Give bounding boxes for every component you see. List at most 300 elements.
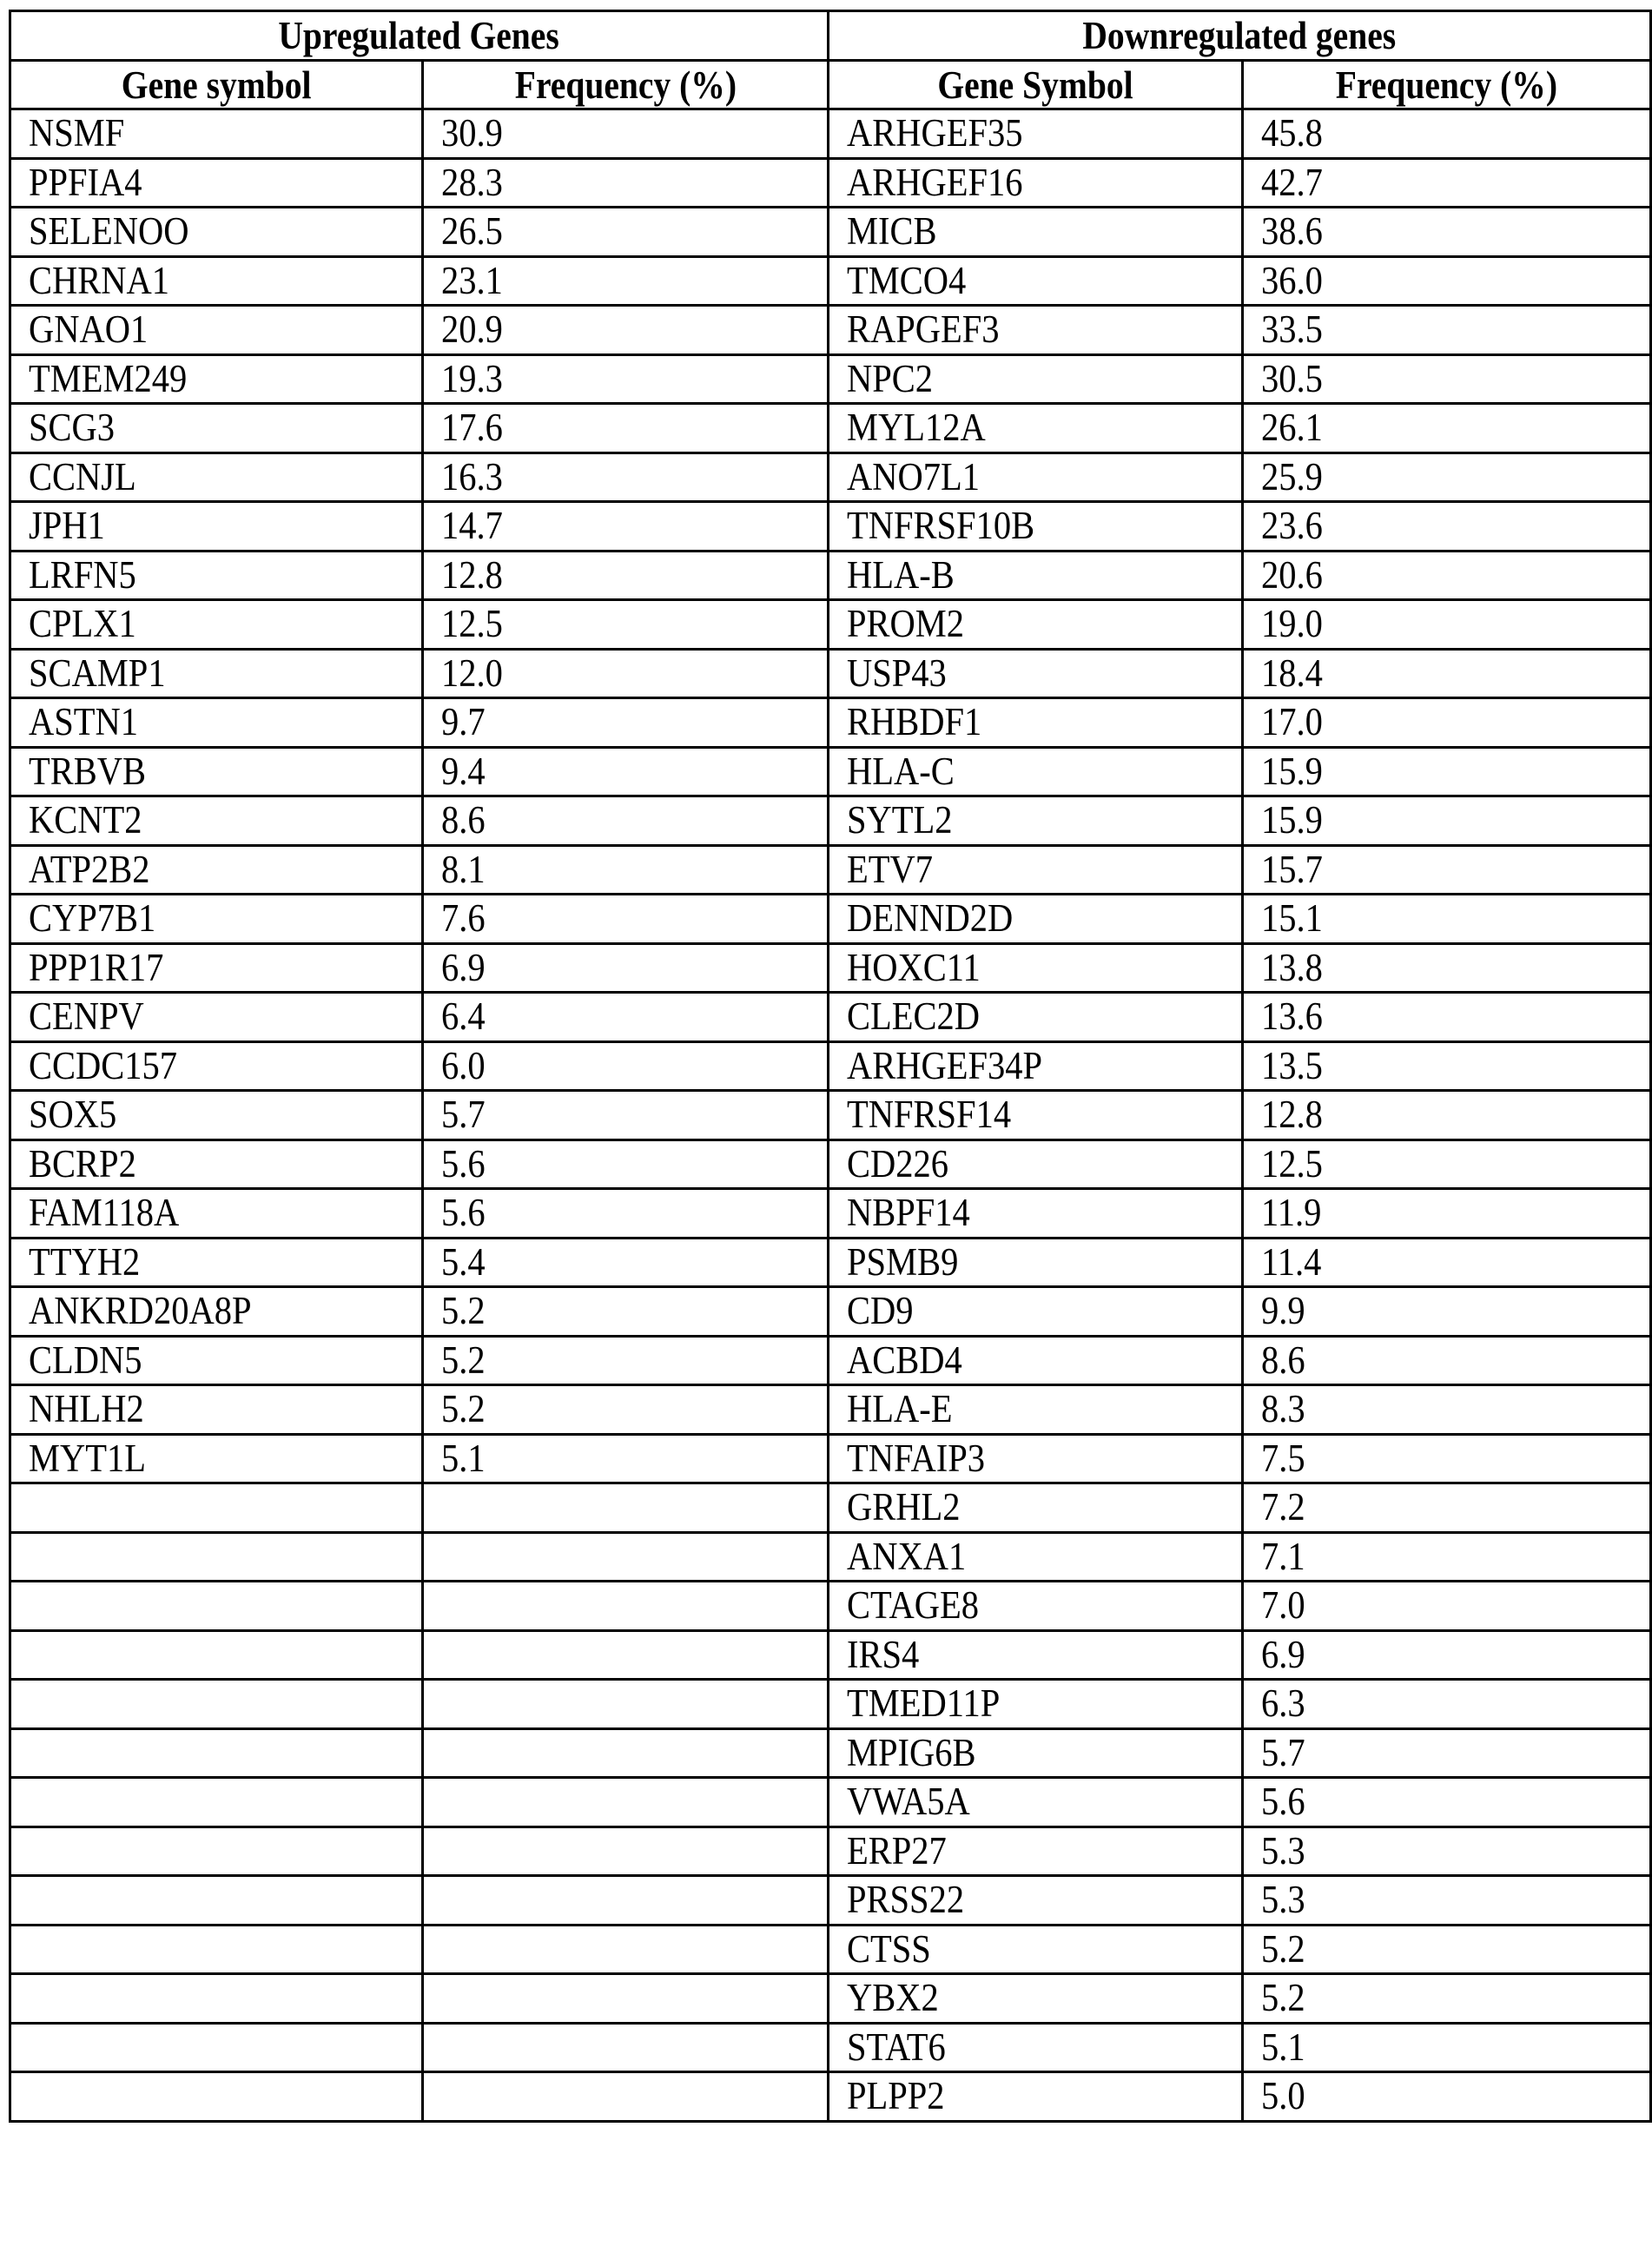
down-gene-cell: [829, 354, 1243, 404]
down-frequency-text: 5.0: [1261, 2074, 1305, 2118]
down-gene-cell: [829, 502, 1243, 552]
up-frequency-text: 5.2: [441, 1338, 486, 1382]
up-gene-cell: [10, 1238, 423, 1287]
group-header-upregulated: Upregulated Genes: [10, 11, 829, 61]
up-gene-text: SCAMP1: [29, 651, 166, 695]
up-gene-cell: [10, 404, 423, 453]
down-frequency-cell: [1243, 845, 1651, 895]
down-frequency-text: 7.5: [1261, 1436, 1305, 1480]
empty-cell: [10, 1925, 423, 1974]
table-row: [10, 1728, 1651, 1778]
down-frequency-text: 25.9: [1261, 454, 1323, 499]
empty-cell: [423, 1630, 829, 1680]
down-gene-text: PRSS22: [847, 1878, 965, 1922]
down-frequency-text: 7.1: [1261, 1534, 1305, 1578]
down-gene-text: HLA-E: [847, 1387, 953, 1431]
down-frequency-cell: [1243, 453, 1651, 502]
up-frequency-text: 16.3: [441, 454, 503, 499]
down-frequency-text: 38.6: [1261, 209, 1323, 254]
up-frequency-cell: [423, 747, 829, 796]
down-frequency-text: 42.7: [1261, 160, 1323, 204]
down-frequency-cell: [1243, 600, 1651, 650]
down-frequency-cell: [1243, 1778, 1651, 1827]
up-frequency-cell: [423, 1434, 829, 1483]
up-frequency-cell: [423, 895, 829, 944]
empty-cell: [10, 1532, 423, 1582]
down-gene-text: ARHGEF16: [847, 160, 1023, 204]
table-row: [10, 1778, 1651, 1827]
up-frequency-text: 19.3: [441, 356, 503, 400]
down-frequency-cell: [1243, 306, 1651, 355]
down-gene-cell: [829, 1876, 1243, 1926]
empty-cell: [10, 2023, 423, 2072]
down-gene-cell: [829, 1974, 1243, 2024]
up-frequency-text: 28.3: [441, 160, 503, 204]
down-frequency-cell: [1243, 796, 1651, 846]
down-frequency-text: 11.4: [1261, 1239, 1322, 1284]
up-frequency-cell: [423, 698, 829, 748]
table-row: [10, 158, 1651, 208]
up-gene-cell: [10, 747, 423, 796]
table-row: [10, 453, 1651, 502]
down-gene-cell: [829, 649, 1243, 698]
empty-cell: [423, 1827, 829, 1876]
down-frequency-cell: [1243, 1238, 1651, 1287]
down-frequency-text: 17.0: [1261, 700, 1323, 744]
up-frequency-text: 17.6: [441, 406, 503, 450]
down-gene-cell: [829, 993, 1243, 1042]
empty-cell: [10, 1582, 423, 1631]
up-frequency-cell: [423, 354, 829, 404]
table-row: [10, 1974, 1651, 2024]
empty-cell: [423, 1925, 829, 1974]
down-gene-cell: [829, 158, 1243, 208]
down-gene-text: RHBDF1: [847, 700, 982, 744]
up-frequency-cell: [423, 551, 829, 600]
up-gene-cell: [10, 208, 423, 257]
down-frequency-cell: [1243, 698, 1651, 748]
down-gene-text: HLA-C: [847, 749, 955, 793]
up-gene-cell: [10, 158, 423, 208]
down-gene-text: HLA-B: [847, 552, 955, 597]
up-gene-cell: [10, 109, 423, 159]
up-frequency-text: 5.6: [441, 1191, 486, 1235]
down-gene-text: CLEC2D: [847, 994, 981, 1039]
down-gene-cell: [829, 256, 1243, 306]
up-frequency-text: 8.1: [441, 847, 486, 891]
empty-cell: [423, 1778, 829, 1827]
down-frequency-text: 9.9: [1261, 1289, 1305, 1333]
down-gene-text: CTAGE8: [847, 1583, 980, 1628]
up-gene-cell: [10, 649, 423, 698]
table-row: [10, 256, 1651, 306]
down-frequency-text: 5.3: [1261, 1828, 1305, 1873]
group-header-downregulated: Downregulated genes: [829, 11, 1651, 61]
up-frequency-text: 5.4: [441, 1239, 486, 1284]
down-frequency-cell: [1243, 1876, 1651, 1926]
up-gene-text: ANKRD20A8P: [29, 1289, 252, 1333]
down-frequency-cell: [1243, 1434, 1651, 1483]
down-gene-text: USP43: [847, 651, 947, 695]
empty-cell: [10, 1728, 423, 1778]
column-header-row: [10, 60, 1651, 109]
down-gene-cell: [829, 1189, 1243, 1239]
empty-cell: [10, 1778, 423, 1827]
table-row: [10, 600, 1651, 650]
empty-cell: [423, 1876, 829, 1926]
down-gene-text: ERP27: [847, 1828, 947, 1873]
table-row: [10, 2023, 1651, 2072]
group-header-row: [10, 11, 1651, 61]
column-header-up-frequency: Frequency (%): [423, 60, 829, 109]
up-frequency-text: 9.4: [441, 749, 486, 793]
down-frequency-text: 5.1: [1261, 2025, 1305, 2069]
table-row: [10, 354, 1651, 404]
down-gene-cell: [829, 1287, 1243, 1337]
empty-cell: [423, 1483, 829, 1533]
up-gene-cell: [10, 600, 423, 650]
table-row: [10, 1385, 1651, 1435]
up-frequency-cell: [423, 109, 829, 159]
down-frequency-cell: [1243, 1287, 1651, 1337]
empty-cell: [10, 1483, 423, 1533]
down-frequency-text: 7.0: [1261, 1583, 1305, 1628]
down-gene-cell: [829, 1041, 1243, 1091]
down-gene-text: CD226: [847, 1141, 949, 1186]
up-frequency-cell: [423, 1041, 829, 1091]
down-frequency-text: 6.9: [1261, 1632, 1305, 1676]
empty-cell: [10, 2072, 423, 2122]
table-row: [10, 1876, 1651, 1926]
down-gene-cell: [829, 895, 1243, 944]
up-frequency-cell: [423, 208, 829, 257]
down-frequency-cell: [1243, 1827, 1651, 1876]
table-row: [10, 845, 1651, 895]
up-gene-cell: [10, 943, 423, 993]
down-gene-cell: [829, 109, 1243, 159]
up-gene-text: CHRNA1: [29, 258, 170, 302]
up-frequency-text: 5.2: [441, 1387, 486, 1431]
up-gene-text: JPH1: [29, 504, 105, 548]
up-frequency-text: 26.5: [441, 209, 503, 254]
down-frequency-cell: [1243, 2072, 1651, 2122]
down-gene-text: ARHGEF35: [847, 111, 1023, 155]
up-frequency-text: 12.8: [441, 552, 503, 597]
down-frequency-cell: [1243, 354, 1651, 404]
up-frequency-cell: [423, 1238, 829, 1287]
down-gene-text: MYL12A: [847, 406, 986, 450]
up-frequency-text: 5.2: [441, 1289, 486, 1333]
up-gene-text: ASTN1: [29, 700, 139, 744]
down-frequency-cell: [1243, 1680, 1651, 1729]
column-header-up-gene: Gene symbol: [10, 60, 423, 109]
up-frequency-text: 5.1: [441, 1436, 486, 1480]
down-gene-cell: [829, 1483, 1243, 1533]
down-gene-text: DENND2D: [847, 896, 1014, 941]
up-gene-cell: [10, 453, 423, 502]
down-frequency-cell: [1243, 1189, 1651, 1239]
empty-cell: [423, 1532, 829, 1582]
down-frequency-text: 15.9: [1261, 798, 1323, 842]
down-gene-text: TMED11P: [847, 1681, 1001, 1726]
down-gene-text: SYTL2: [847, 798, 953, 842]
empty-cell: [10, 1974, 423, 2024]
down-gene-cell: [829, 1778, 1243, 1827]
up-gene-text: CYP7B1: [29, 896, 156, 941]
down-gene-cell: [829, 1680, 1243, 1729]
down-gene-cell: [829, 306, 1243, 355]
table-row: [10, 1582, 1651, 1631]
down-gene-cell: [829, 1336, 1243, 1385]
table-row: [10, 2072, 1651, 2122]
table-row: [10, 1041, 1651, 1091]
down-gene-text: TNFRSF14: [847, 1093, 1012, 1137]
table-row: [10, 1189, 1651, 1239]
up-gene-text: NHLH2: [29, 1387, 144, 1431]
column-header-down-frequency: Frequency (%): [1243, 60, 1651, 109]
table-row: [10, 796, 1651, 846]
down-gene-cell: [829, 1827, 1243, 1876]
empty-cell: [423, 1728, 829, 1778]
down-gene-text: TMCO4: [847, 258, 967, 302]
up-frequency-cell: [423, 1287, 829, 1337]
down-frequency-text: 5.2: [1261, 1926, 1305, 1971]
up-gene-text: CCNJL: [29, 454, 136, 499]
down-gene-cell: [829, 1140, 1243, 1189]
down-frequency-cell: [1243, 895, 1651, 944]
down-frequency-cell: [1243, 109, 1651, 159]
up-frequency-cell: [423, 502, 829, 552]
down-frequency-cell: [1243, 1582, 1651, 1631]
down-frequency-text: 18.4: [1261, 651, 1323, 695]
down-gene-text: NBPF14: [847, 1191, 970, 1235]
down-gene-text: YBX2: [847, 1976, 939, 2020]
up-gene-cell: [10, 1434, 423, 1483]
up-frequency-text: 8.6: [441, 798, 486, 842]
down-gene-text: TNFAIP3: [847, 1436, 986, 1480]
up-gene-text: BCRP2: [29, 1141, 136, 1186]
empty-cell: [423, 1680, 829, 1729]
empty-cell: [10, 1630, 423, 1680]
table-row: [10, 747, 1651, 796]
down-frequency-text: 5.3: [1261, 1878, 1305, 1922]
table-row: [10, 1434, 1651, 1483]
down-gene-text: ACBD4: [847, 1338, 962, 1382]
down-frequency-text: 36.0: [1261, 258, 1323, 302]
table-row: [10, 404, 1651, 453]
down-gene-text: IRS4: [847, 1632, 920, 1676]
up-frequency-text: 5.6: [441, 1141, 486, 1186]
down-frequency-cell: [1243, 1532, 1651, 1582]
up-gene-text: TTYH2: [29, 1239, 141, 1284]
down-gene-text: ANXA1: [847, 1534, 967, 1578]
up-gene-cell: [10, 845, 423, 895]
down-gene-cell: [829, 1091, 1243, 1140]
up-frequency-cell: [423, 1091, 829, 1140]
up-gene-text: SOX5: [29, 1093, 117, 1137]
down-gene-cell: [829, 698, 1243, 748]
up-gene-cell: [10, 1140, 423, 1189]
down-gene-cell: [829, 208, 1243, 257]
up-frequency-text: 6.9: [441, 945, 486, 989]
down-frequency-text: 15.1: [1261, 896, 1323, 941]
up-frequency-cell: [423, 1140, 829, 1189]
table-row: [10, 1140, 1651, 1189]
down-gene-cell: [829, 551, 1243, 600]
table-row: [10, 649, 1651, 698]
down-gene-text: RAPGEF3: [847, 307, 1000, 352]
down-frequency-text: 12.8: [1261, 1093, 1323, 1137]
up-gene-cell: [10, 796, 423, 846]
down-frequency-cell: [1243, 1974, 1651, 2024]
down-gene-cell: [829, 2023, 1243, 2072]
down-frequency-text: 13.8: [1261, 945, 1323, 989]
down-frequency-cell: [1243, 158, 1651, 208]
down-frequency-cell: [1243, 943, 1651, 993]
up-gene-cell: [10, 1385, 423, 1435]
down-gene-cell: [829, 845, 1243, 895]
down-frequency-text: 5.2: [1261, 1976, 1305, 2020]
up-gene-cell: [10, 698, 423, 748]
up-gene-cell: [10, 1189, 423, 1239]
down-gene-text: MPIG6B: [847, 1730, 976, 1774]
up-frequency-text: 20.9: [441, 307, 503, 352]
table-row: [10, 1827, 1651, 1876]
down-frequency-cell: [1243, 1483, 1651, 1533]
up-frequency-cell: [423, 256, 829, 306]
down-gene-cell: [829, 453, 1243, 502]
up-gene-text: CCDC157: [29, 1043, 178, 1087]
up-frequency-cell: [423, 600, 829, 650]
table-row: [10, 306, 1651, 355]
column-header-down-gene: Gene Symbol: [829, 60, 1243, 109]
up-gene-cell: [10, 551, 423, 600]
down-gene-cell: [829, 1434, 1243, 1483]
down-frequency-cell: [1243, 502, 1651, 552]
up-gene-text: MYT1L: [29, 1436, 146, 1480]
down-frequency-cell: [1243, 1041, 1651, 1091]
up-frequency-text: 7.6: [441, 896, 486, 941]
down-gene-text: MICB: [847, 209, 937, 254]
gene-frequency-table: [9, 10, 1652, 2123]
down-frequency-text: 20.6: [1261, 552, 1323, 597]
empty-cell: [10, 1680, 423, 1729]
down-gene-text: CTSS: [847, 1926, 931, 1971]
up-gene-text: TMEM249: [29, 356, 188, 400]
down-gene-text: ANO7L1: [847, 454, 980, 499]
table-row: [10, 1483, 1651, 1533]
table-row: [10, 1287, 1651, 1337]
down-frequency-text: 13.5: [1261, 1043, 1323, 1087]
down-gene-text: TNFRSF10B: [847, 504, 1035, 548]
table-row: [10, 208, 1651, 257]
down-gene-cell: [829, 1385, 1243, 1435]
up-gene-text: ATP2B2: [29, 847, 150, 891]
down-frequency-text: 19.0: [1261, 602, 1323, 646]
up-frequency-text: 14.7: [441, 504, 503, 548]
down-frequency-text: 23.6: [1261, 504, 1323, 548]
down-frequency-text: 6.3: [1261, 1681, 1305, 1726]
down-frequency-text: 5.6: [1261, 1780, 1305, 1824]
up-frequency-cell: [423, 404, 829, 453]
up-frequency-cell: [423, 993, 829, 1042]
down-gene-cell: [829, 1925, 1243, 1974]
table-row: [10, 1532, 1651, 1582]
table-body: [10, 109, 1651, 2122]
up-gene-cell: [10, 306, 423, 355]
table-row: [10, 1680, 1651, 1729]
down-frequency-text: 33.5: [1261, 307, 1323, 352]
down-gene-cell: [829, 1728, 1243, 1778]
empty-cell: [423, 2023, 829, 2072]
up-frequency-text: 6.0: [441, 1043, 486, 1087]
down-gene-text: PLPP2: [847, 2074, 945, 2118]
up-gene-text: SELENOO: [29, 209, 189, 254]
down-frequency-text: 26.1: [1261, 406, 1323, 450]
up-gene-cell: [10, 1287, 423, 1337]
table-row: [10, 1091, 1651, 1140]
down-gene-text: GRHL2: [847, 1485, 961, 1529]
table-row: [10, 1630, 1651, 1680]
up-gene-text: LRFN5: [29, 552, 136, 597]
down-frequency-text: 30.5: [1261, 356, 1323, 400]
down-gene-text: PROM2: [847, 602, 965, 646]
down-frequency-cell: [1243, 256, 1651, 306]
down-gene-text: CD9: [847, 1289, 914, 1333]
up-gene-cell: [10, 993, 423, 1042]
up-frequency-cell: [423, 1385, 829, 1435]
down-frequency-cell: [1243, 208, 1651, 257]
empty-cell: [423, 1582, 829, 1631]
down-gene-text: PSMB9: [847, 1239, 959, 1284]
empty-cell: [10, 1827, 423, 1876]
up-frequency-text: 12.0: [441, 651, 503, 695]
table-row: [10, 1238, 1651, 1287]
up-frequency-cell: [423, 306, 829, 355]
table-row: [10, 698, 1651, 748]
down-frequency-cell: [1243, 649, 1651, 698]
down-gene-cell: [829, 747, 1243, 796]
up-frequency-cell: [423, 649, 829, 698]
table-row: [10, 993, 1651, 1042]
up-frequency-text: 9.7: [441, 700, 486, 744]
down-frequency-text: 11.9: [1261, 1191, 1322, 1235]
up-gene-cell: [10, 502, 423, 552]
up-gene-text: NSMF: [29, 111, 125, 155]
up-gene-cell: [10, 256, 423, 306]
down-frequency-text: 5.7: [1261, 1730, 1305, 1774]
up-frequency-text: 6.4: [441, 994, 486, 1039]
up-gene-text: CPLX1: [29, 602, 136, 646]
up-gene-text: SCG3: [29, 406, 116, 450]
down-gene-cell: [829, 1532, 1243, 1582]
up-frequency-text: 5.7: [441, 1093, 486, 1137]
down-frequency-cell: [1243, 2023, 1651, 2072]
down-frequency-text: 15.7: [1261, 847, 1323, 891]
up-frequency-cell: [423, 1336, 829, 1385]
up-frequency-cell: [423, 158, 829, 208]
down-frequency-text: 45.8: [1261, 111, 1323, 155]
up-gene-text: CENPV: [29, 994, 144, 1039]
empty-cell: [423, 2072, 829, 2122]
up-gene-cell: [10, 1091, 423, 1140]
up-frequency-text: 12.5: [441, 602, 503, 646]
down-frequency-cell: [1243, 1385, 1651, 1435]
up-gene-cell: [10, 354, 423, 404]
up-gene-text: CLDN5: [29, 1338, 142, 1382]
table-row: [10, 109, 1651, 159]
down-frequency-text: 13.6: [1261, 994, 1323, 1039]
